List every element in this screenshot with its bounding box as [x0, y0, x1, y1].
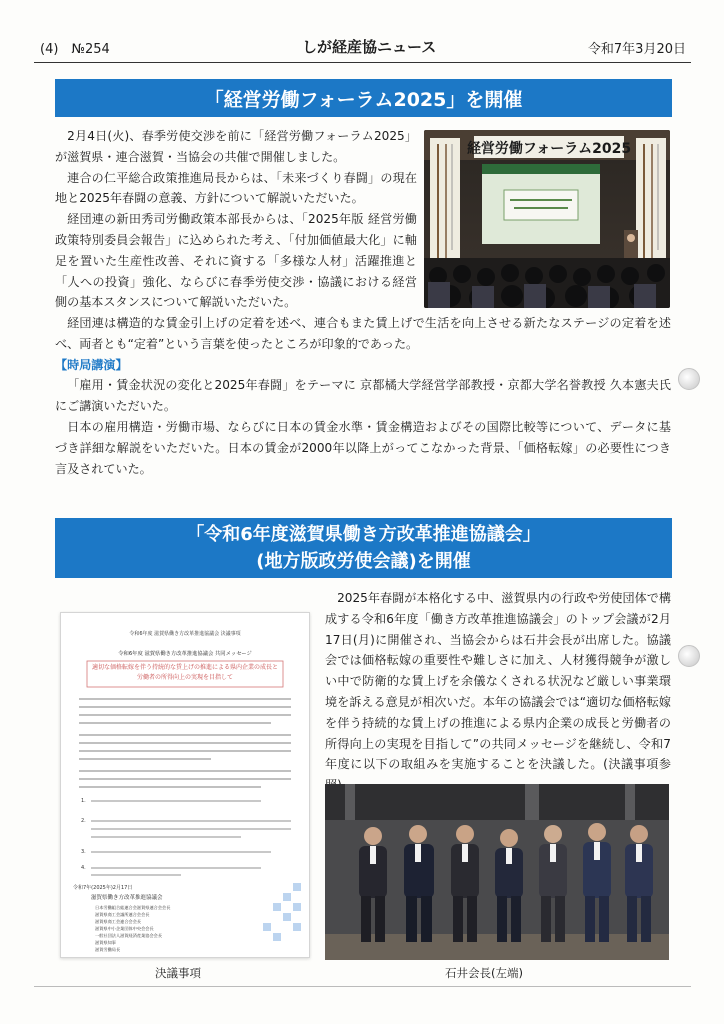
page-number-issue: (4) №254 [40, 42, 110, 57]
doc-heading: 令和6年度 滋賀県働き方改革推進協議会 共同メッセージ [118, 651, 252, 657]
group-photo [325, 784, 669, 960]
caption-resolution: 決議事項 [155, 966, 201, 980]
svg-text:滋賀労働局長: 滋賀労働局長 [95, 947, 121, 952]
caption-group-photo: 石井会長(左端) [445, 966, 523, 980]
svg-text:2.: 2. [81, 818, 86, 824]
svg-text:日本労働組合総連合会滋賀県連合会会長: 日本労働組合総連合会滋賀県連合会会長 [95, 905, 171, 910]
article1-paragraph-4: 経団連は構造的な賃金引上げの定着を述べ、連合もまた賃上げで生活を向上させる新たなステージの定着を述べ、両者とも“定着”という言葉を使ったところが印象的であった。 [55, 316, 671, 351]
svg-text:滋賀県商工会議所連合会会長: 滋賀県商工会議所連合会会長 [95, 912, 150, 917]
svg-text:滋賀県商工会連合会会長: 滋賀県商工会連合会会長 [95, 919, 142, 924]
article1-paragraph-1: 2月4日(火)、春季労使交渉を前に「経営労働フォーラム2025」が滋賀県・連合滋賀・当協会の共催で開催しました。 [55, 129, 417, 164]
header-rule [34, 62, 691, 63]
svg-text:滋賀県知事: 滋賀県知事 [95, 940, 116, 945]
article1-title-banner: 「経営労働フォーラム2025」を開催 [55, 79, 672, 117]
lecture-subheading: 【時局講演】 [55, 357, 128, 372]
article1-paragraph-6: 日本の雇用構造・労働市場、ならびに日本の賃金水準・賃金構造およびその国際比較等について、データに基づき詳細な解説をいただいた。日本の賃金が2000年以降上がってこなかった背景、「価格転嫁」の必要性につき言及されていた。 [55, 419, 671, 476]
resolution-document [60, 612, 310, 958]
article2-paragraph: 2025年春闘が本格化する中、滋賀県内の行政や労使団体で構成する令和6年度「働き方改革推進協議会」のトップ会議が2月17日(月)に開催され、当協会からは石井会長が出席した。協議会では価格転嫁の重要性や難しさに加え、人材獲得競争が激しい中で防衛的な賃上げを余儀なくされる状況など厳しい事業環境を訴える意見が相次いだ。本年の協議会では“適切な価格転嫁を伴う持続的な賃上げの推進による県内企業の成長と労働者の所得向上の実現を目指して”の共同メッセージを継続し、令和7年度に以下の取組みを実施することを決議した。(決議事項参 [325, 591, 671, 772]
svg-text:滋賀県中小企業団体中央会会長: 滋賀県中小企業団体中央会会長 [95, 926, 154, 931]
newsletter-title: しが経産協ニュース [302, 38, 437, 56]
article1-paragraph-2: 連合の仁平総合政策推進局長からは、「未来づくり春闘」の現在地と2025年春闘の意義、方針について解説いただいた。 [55, 170, 417, 206]
doc-council: 滋賀県働き方改革推進協議会 [91, 895, 163, 901]
svg-text:3.: 3. [81, 849, 86, 855]
svg-text:1.: 1. [81, 798, 86, 804]
punch-hole-top [678, 368, 700, 390]
article2-title-banner: 「令和6年度滋賀県働き方改革推進協議会」 (地方版政労使会議)を開催 [55, 518, 672, 578]
page-header [40, 36, 686, 58]
article1-left-column [55, 126, 417, 313]
forum-banner-text: 経営労働フォーラム2025 [466, 141, 632, 157]
doc-date: 令和7年(2025年)2月17日 [73, 885, 133, 891]
forum-photo [424, 130, 670, 308]
footer-rule [34, 986, 691, 987]
issue-date: 令和7年3月20日 [587, 42, 686, 57]
article2-text-column [325, 588, 671, 796]
article1-full-column [55, 313, 671, 479]
doc-highlight: 適切な価格転嫁を伴う持続的な賃上げの推進による県内企業の成長と労働者の所得向上の実現を目指して [91, 664, 278, 681]
punch-hole-bottom [678, 645, 700, 667]
article1-paragraph-5: 「雇用・賃金状況の変化と2025年春闘」をテーマに 京都橘大学経営学部教授・京都大学名誉教授 久本憲夫氏にご講演いただいた。 [55, 378, 671, 414]
svg-text:一般社団法人滋賀経済産業協会会長: 一般社団法人滋賀経済産業協会会長 [95, 933, 163, 938]
article1-paragraph-3: 経団連の新田秀司労働政策本部長からは、「2025年版 経営労働政策特別委員会報告」に込められた考え、「付加価値最大化」に軸足を置いた生産性改善、それに資する「多様な人材」活躍推進と「人への投資」強化、ならびに春季労使交渉・協議における経営側の基本スタンスについて解説いただいた。 [55, 212, 417, 310]
svg-text:4.: 4. [81, 865, 86, 871]
doc-top-note: 令和6年度 滋賀県働き方改革推進協議会 決議事項 [129, 631, 241, 637]
